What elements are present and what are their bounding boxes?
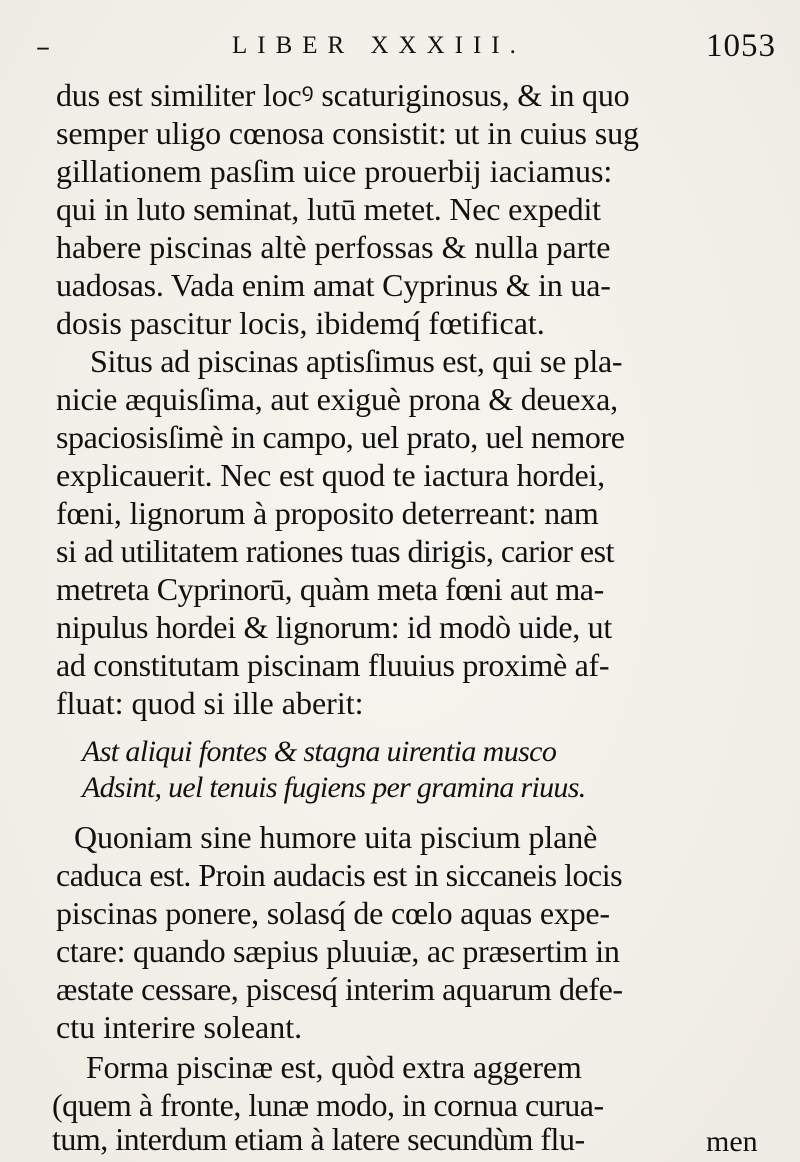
verse-line: Adsint, uel tenuis fugiens per gramina riuus. bbox=[82, 771, 586, 804]
text-line: nipulus hordei & lignorum: id modò uide, ut bbox=[56, 609, 612, 645]
page-number: 1053 bbox=[706, 28, 776, 64]
text-line: fœni, lignorum à proposito deterreant: nam bbox=[56, 495, 599, 531]
catchword-box bbox=[706, 1124, 786, 1160]
catchword-text: men bbox=[706, 1125, 758, 1158]
text-line: qui in luto seminat, lutū metet. Nec expedit bbox=[56, 191, 601, 227]
text-line: gillationem pasſim uice prouerbij iaciamus: bbox=[56, 153, 613, 189]
running-title: LIBER XXXIII. bbox=[232, 32, 526, 59]
text-line: Forma piscinæ est, quòd extra aggerem bbox=[86, 1049, 582, 1085]
text-line: metreta Cyprinorū, quàm meta fœni aut ma- bbox=[56, 571, 604, 607]
text-line: caduca est. Proin audacis est in siccaneis locis bbox=[56, 857, 623, 893]
text-line: Quoniam sine humore uita piscium planè bbox=[74, 819, 598, 855]
header-dash: – bbox=[36, 30, 50, 63]
text-line: Situs ad piscinas aptisſimus est, qui se pla- bbox=[90, 343, 623, 379]
text-line: dus est similiter locꝰ scaturiginosus, & in quo bbox=[56, 77, 630, 113]
text-line: dosis pascitur locis, ibidemq́ fœtificat. bbox=[56, 305, 545, 341]
verse-line: Ast aliqui fontes & stagna uirentia musco bbox=[82, 735, 557, 768]
text-line: (quem à fronte, lunæ modo, in cornua curua- bbox=[52, 1087, 604, 1123]
text-line: spaciosisſimè in campo, uel prato, uel nemore bbox=[56, 419, 625, 455]
text-line: tum, interdum etiam à latere secundùm flu- bbox=[52, 1121, 585, 1157]
text-line: piscinas ponere, solasq́ de cœlo aquas expe- bbox=[56, 895, 610, 931]
text-line: fluat: quod si ille aberit: bbox=[56, 685, 364, 721]
text-line: ad constitutam piscinam fluuius proximè af- bbox=[56, 647, 610, 683]
text-line: explicauerit. Nec est quod te iactura hordei, bbox=[56, 457, 605, 493]
text-line: habere piscinas altè perfossas & nulla parte bbox=[56, 229, 611, 265]
text-line: ctare: quando sæpius pluuiæ, ac præsertim in bbox=[56, 933, 620, 969]
text-line: æstate cessare, piscesq́ interim aquarum defe- bbox=[56, 971, 623, 1007]
text-line: nicie æquisſima, aut exiguè prona & deuexa, bbox=[56, 381, 618, 417]
text-line: si ad utilitatem rationes tuas dirigis, carior est bbox=[56, 533, 614, 569]
text-line: uadosas. Vada enim amat Cyprinus & in ua- bbox=[56, 267, 611, 303]
text-line: ctu interire soleant. bbox=[56, 1009, 303, 1045]
text-line: semper uligo cœnosa consistit: ut in cuius sug bbox=[56, 115, 639, 151]
